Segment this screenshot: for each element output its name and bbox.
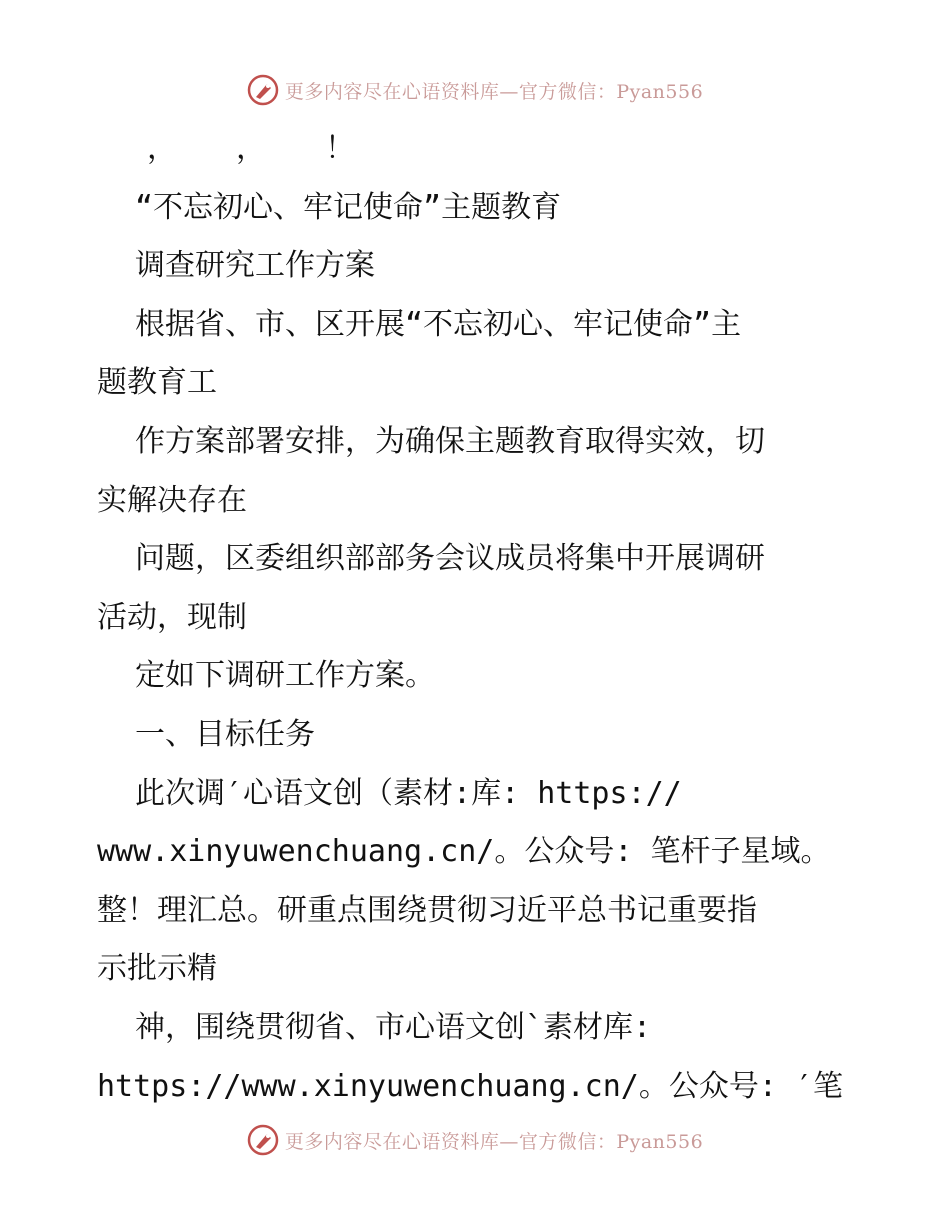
text-line: 调查研究工作方案 — [135, 248, 375, 284]
watermark-text: 更多内容尽在心语资料库—官方微信：Pyan556 — [284, 80, 704, 103]
text-line: https://www.xinyuwenchuang.cn/。公众号: ′笔 — [97, 1068, 844, 1104]
text-line: 整！理汇总。研重点围绕贯彻习近平总书记重要指 — [97, 892, 757, 928]
text-line: 根据省、市、区开展“不忘初心、牢记使命”主 — [135, 306, 742, 342]
text-line: 神，围绕贯彻省、市心语文创`素材库: — [135, 1009, 652, 1045]
pen-nib-logo-icon — [247, 74, 279, 106]
document-body — [97, 120, 857, 1116]
text-line: 定如下调研工作方案。 — [135, 658, 435, 694]
pen-nib-logo-icon — [247, 1124, 279, 1156]
text-line: 作方案部署安排，为确保主题教育取得实效，切 — [135, 423, 765, 459]
text-line: 一、目标任务 — [135, 716, 315, 752]
text-line: 题教育工 — [97, 365, 217, 401]
text-line: 示批示精 — [97, 951, 217, 987]
text-line: 实解决存在 — [97, 482, 247, 518]
text-line: www.xinyuwenchuang.cn/。公众号: 笔杆子星域。 — [97, 834, 831, 870]
watermark-banner-top — [0, 70, 950, 110]
watermark-text: 更多内容尽在心语资料库—官方微信：Pyan556 — [284, 1130, 704, 1153]
text-line: “不忘初心、牢记使命”主题教育 — [135, 189, 562, 225]
text-line: 此次调′心语文创（素材:库: https:// — [135, 775, 682, 811]
text-line: ， ， ！ — [147, 131, 377, 166]
watermark-banner-bottom — [0, 1120, 950, 1160]
text-line: 问题，区委组织部部务会议成员将集中开展调研 — [135, 541, 765, 577]
text-line: 活动，现制 — [97, 599, 247, 635]
